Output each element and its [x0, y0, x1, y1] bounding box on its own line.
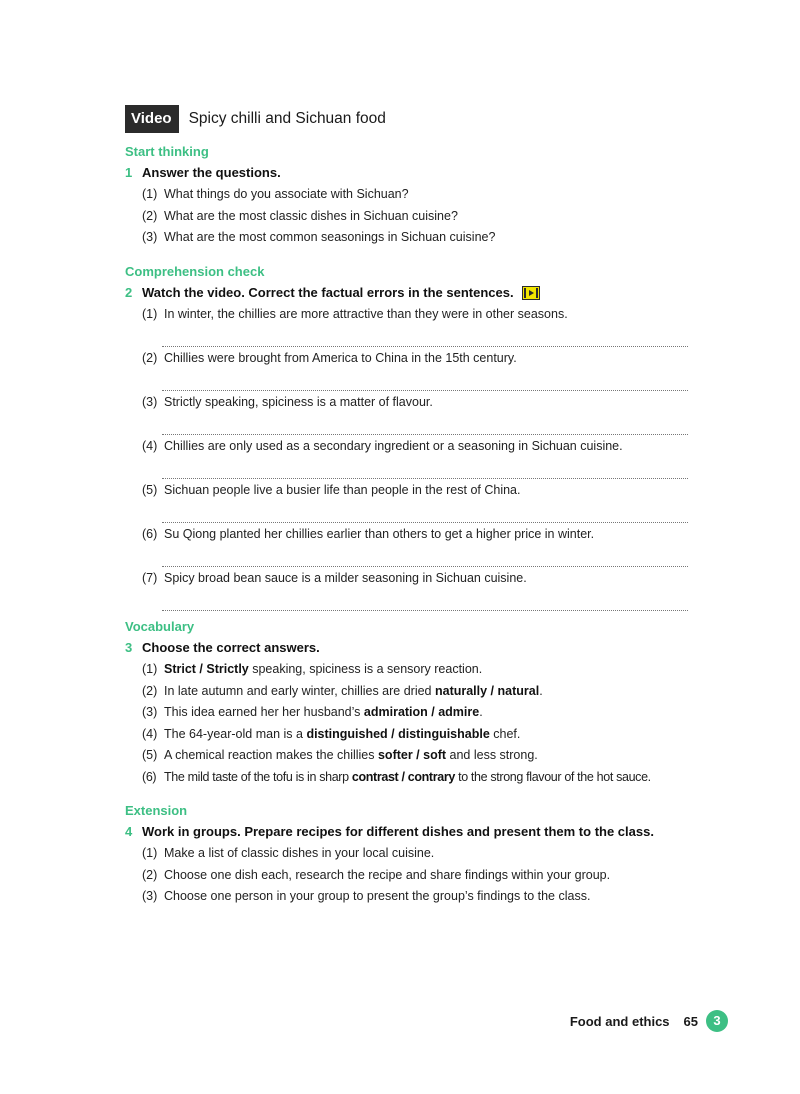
question-number: (1) [142, 187, 158, 201]
question-item [142, 568, 695, 611]
question-item [125, 843, 695, 865]
question-number: (5) [142, 748, 158, 762]
section-title: Comprehension check [125, 264, 265, 279]
video-tag: Video [125, 105, 179, 133]
question-item [142, 436, 695, 479]
question-number: (7) [142, 571, 158, 585]
question-text: The 64-year-old man is a distinguished / distinguishable chef. [164, 726, 521, 741]
answer-line[interactable] [162, 325, 688, 347]
section-title: Extension [125, 803, 188, 818]
answer-line[interactable] [162, 545, 688, 567]
question-text: In late autumn and early winter, chillies are dried naturally / natural. [164, 683, 543, 698]
task-heading [125, 282, 695, 304]
question-number: (4) [142, 439, 158, 453]
question-item [125, 886, 695, 908]
question-text: A chemical reaction makes the chillies softer / soft and less strong. [164, 748, 538, 762]
question-number: (3) [142, 889, 158, 903]
answer-line[interactable] [162, 369, 688, 391]
question-number: (2) [142, 867, 158, 882]
question-item [142, 480, 695, 523]
question-item [142, 304, 695, 347]
question-text: This idea earned her her husband’s admiration / admire. [164, 705, 483, 719]
unit-title: Food and ethics [569, 1013, 670, 1029]
question-text: The mild taste of the tofu is in sharp contrast / contrary to the strong flavour of the hot sauce. [164, 769, 651, 784]
question-item [125, 659, 695, 681]
question-number: (2) [142, 351, 158, 365]
section-title: Vocabulary [125, 619, 195, 634]
question-item [125, 227, 695, 249]
task-heading [125, 821, 695, 843]
question-text: Choose one person in your group to present the group’s findings to the class. [164, 889, 591, 903]
answer-choice[interactable]: distinguished / distinguishable [306, 726, 490, 741]
answer-choice[interactable]: admiration / admire [363, 705, 480, 719]
question-number: (6) [142, 527, 158, 541]
question-text: What are the most common seasonings in Sichuan cuisine? [164, 230, 496, 244]
vocabulary-section [125, 617, 695, 788]
answer-choice[interactable]: softer / soft [377, 748, 447, 762]
question-number: (1) [142, 307, 158, 321]
question-number: (1) [142, 846, 158, 860]
answer-line[interactable] [162, 501, 688, 523]
question-item [142, 524, 695, 567]
question-item [125, 702, 695, 724]
question-text: Sichuan people live a busier life than people in the rest of China. [164, 483, 521, 497]
question-text: Su Qiong planted her chillies earlier than others to get a higher price in winter. [164, 527, 595, 541]
question-text: Chillies were brought from America to China in the 15th century. [164, 351, 517, 365]
question-text: Make a list of classic dishes in your local cuisine. [164, 846, 435, 860]
start-thinking-section [125, 142, 695, 249]
question-number: (2) [142, 683, 158, 698]
task-instruction: Choose the correct answers. [142, 640, 320, 655]
question-text: Spicy broad bean sauce is a milder seasoning in Sichuan cuisine. [164, 571, 527, 585]
task-number: 3 [125, 640, 133, 655]
question-item [125, 184, 695, 206]
question-item [125, 745, 695, 767]
question-item [142, 392, 695, 435]
page-footer [570, 1010, 728, 1032]
extension-section [125, 801, 695, 908]
task-number: 2 [125, 285, 133, 300]
task-heading [125, 162, 695, 184]
question-number: (2) [142, 208, 158, 223]
task-instruction: Watch the video. Correct the factual errors in the sentences. [142, 285, 514, 300]
question-item [125, 724, 695, 746]
question-number: (3) [142, 395, 158, 409]
question-text: What things do you associate with Sichuan? [164, 187, 409, 201]
question-item [125, 206, 695, 228]
question-text: Chillies are only used as a secondary ingredient or a seasoning in Sichuan cuisine. [164, 439, 623, 453]
answer-line[interactable] [162, 413, 688, 435]
task-number: 1 [125, 165, 133, 180]
page-number: 65 [683, 1013, 698, 1029]
answer-choice[interactable]: contrast / contrary [351, 769, 455, 784]
question-item [125, 767, 695, 789]
answer-line[interactable] [162, 457, 688, 479]
page-title: Spicy chilli and Sichuan food [188, 110, 386, 127]
question-number: (1) [142, 662, 158, 676]
question-item [142, 348, 695, 391]
answer-choice[interactable]: naturally / natural [434, 683, 540, 698]
task-number: 4 [125, 824, 133, 839]
question-item [125, 681, 695, 703]
page-header [125, 105, 386, 133]
question-number: (5) [142, 483, 158, 497]
question-item [125, 865, 695, 887]
question-number: (4) [142, 726, 158, 741]
question-text: In winter, the chillies are more attractive than they were in other seasons. [164, 307, 568, 321]
question-number: (3) [142, 230, 158, 244]
answer-line[interactable] [162, 589, 688, 611]
video-icon[interactable] [522, 286, 540, 300]
comprehension-check-section [125, 262, 695, 612]
answer-list [125, 304, 695, 611]
unit-badge: 3 [706, 1010, 728, 1032]
question-text: Strict / Strictly speaking, spiciness is a sensory reaction. [164, 662, 483, 676]
question-text: What are the most classic dishes in Sichuan cuisine? [164, 208, 458, 223]
question-number: (6) [142, 769, 157, 784]
question-number: (3) [142, 705, 158, 719]
task-heading [125, 637, 695, 659]
task-instruction: Answer the questions. [142, 165, 281, 180]
answer-choice[interactable]: Strict / Strictly [164, 662, 249, 676]
question-text: Choose one dish each, research the recipe and share findings within your group. [164, 867, 611, 882]
question-text: Strictly speaking, spiciness is a matter of flavour. [164, 395, 433, 409]
task-instruction: Work in groups. Prepare recipes for different dishes and present them to the class. [142, 824, 654, 839]
section-title: Start thinking [125, 144, 209, 159]
